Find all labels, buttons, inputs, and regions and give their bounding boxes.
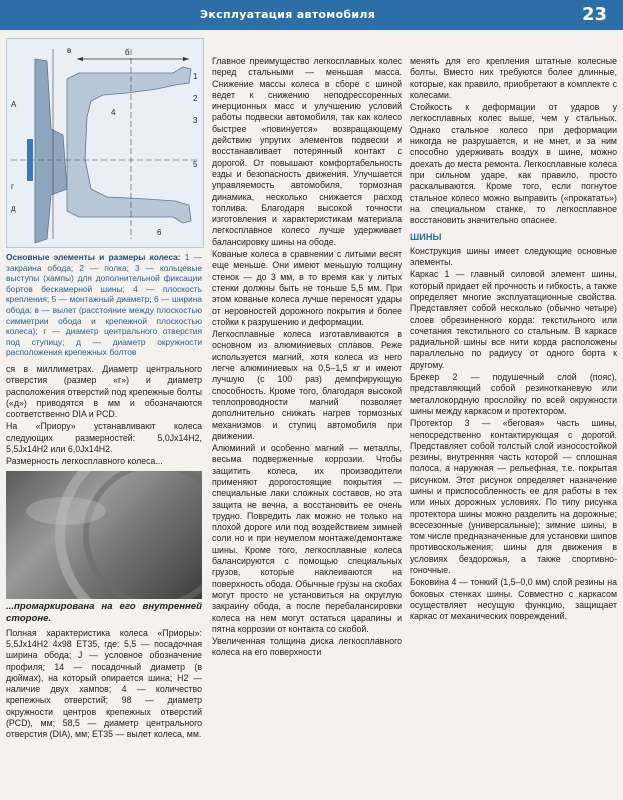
wheel-cross-section	[7, 39, 203, 247]
label-3: 3	[193, 116, 198, 125]
page-number: 23	[581, 4, 607, 25]
col1-paragraph: На «Приору» устанавливают колеса следующих размерностей: 5,0Jx14H2, 5,5Jx14H2 или 6,0Jx14H2.	[6, 421, 202, 455]
wheel-diagram	[6, 38, 204, 248]
wheel-marking-photo	[6, 471, 202, 599]
col3-paragraph: Каркас 1 — главный силовой элемент шины, который придает ей прочность и гибкость, а также определяет многие эксплуатационные свойства. Представляет собой несколько (обычно четыре) слоев обрезиненного корда: текстильного или сочетания текстильного со стальным. В каркасе радиальной шины все нити корда расположены параллельно по радиусу от одного борта к другому.	[410, 269, 617, 370]
photo-caption: ...промаркирована на его внутренней стороне.	[6, 600, 202, 624]
label-d: д	[11, 204, 16, 213]
label-4: 4	[111, 108, 116, 117]
col2-paragraph: Главное преимущество легкосплавных колес перед стальными — меньшая масса. Снижение массы колеса в сборе с шиной ведет к снижению неподрессоренных инерционных масс и улучшению условий работы подвески автомобиля, так как колесо быстрее «повинуется» возвращающему действию упругих элементов подвески и восстанавливает потерянный контакт с дорогой. От повышают комфортабельность езды и безопасность движения. Улучшается управляемость автомобиля, тормозная динамика, несколько снижается расход топлива. Благодаря высокой точности изготовления и характеристикам материала легкосплавное колесо лучше удерживает балансировку шины на ободе.	[212, 56, 402, 247]
caption-title: Основные элементы и размеры колеса:	[6, 252, 181, 262]
label-6b: 6	[157, 228, 162, 237]
figure-caption	[6, 252, 202, 358]
col1-paragraph: ся в миллиметрах. Диаметр центрального отверстия (размер «г») и диаметр расположения отверстий под крепежные болты («д») приводятся в мм и обозначаются соответственно DIA и PCD.	[6, 363, 202, 420]
col1-paragraph: Размерность легкосплавного колеса...	[6, 456, 163, 467]
label-g: г	[11, 182, 14, 191]
col3-paragraph: менять для его крепления штатные колесные болты. Вместо них требуются более длинные, которые, как правило, приобретают в комплекте с колесами.	[410, 56, 617, 100]
section-heading-tires: ШИНЫ	[410, 232, 442, 243]
label-6: б	[125, 48, 130, 57]
label-A: А	[11, 100, 17, 109]
label-1: 1	[193, 72, 198, 81]
column-middle	[212, 56, 402, 660]
col3-paragraph: Конструкция шины имеет следующие основные элементы.	[410, 245, 617, 268]
col2-paragraph: Алюминий и особенно магний — металлы, весьма подверженные коррозии. Чтобы защитить колеса, их производители применяют дорогостоящие покрытия — специальные лаки сложных составов, но эта защита не вечна, а восстановить ее очень трудно. Повредить лак можно не только на плохой дороге или под воздействием зимней соли но и при неумелом монтаже/демонтаже шины. Кроме того, легкосплавные колеса балансируются с помощью специальных грузов, которые наклеиваются на поверхность обода. Обычные грузы на скобах могут просто не установиться на округлую закраину обода, а после перебалансировки колеса на нем могут остаться царапины и пятна коррозии от контакта со скобой.	[212, 443, 402, 634]
col2-paragraph: Легкосплавные колеса изготавливаются в основном из алюминиевых сплавов. Реже используется магний, хотя колеса из него легче алюминиевых на 0,5–1,5 кг и имеют лучшую (с 100 раз) демпфирующую способность. Кроме того, благодаря высокой теплопроводности магний позволяет дополнительно снижать нагрев тормозных механизмов и ступиц автомобиля при движении.	[212, 329, 402, 441]
col3-paragraph: Брекер 2 — подушечный слой (пояс), представляющий собой резинотканевую или металлокордную прослойку по всей окружности шины между каркасом и протектором.	[410, 372, 617, 416]
col3-paragraph: Стойкость к деформации от ударов у легкосплавных колес выше, чем у стальных. Однако стальное колесо при деформации никогда не разрушается, и не мнет, и за ним способно удерживать воздух в шине, можно доехать до места ремонта. Легкосплавные колеса при сильном ударе, как правило, просто раскалываются. Кроме того, если погнутое стальное колесо можно выправить («прокатать») на специальном станке, то легкосплавное восстановить значительно опаснее.	[410, 102, 617, 226]
col3-paragraph: Протектор 3 — «беговая» часть шины, непосредственно контактирующая с дорогой. Представляет собой толстый слой износостойкой резины, внутренняя часть которой — сплошная полоса, а наружная — рельефная, т.е. покрытая рисунком. Этот рисунок определяет назначение шины и приспособленность ее для работы в тех или иных дорожных условиях. По типу рисунка протектора шины можно разделить на дорожные; всесезонные (универсальные); зимние шины, в том числе предназначенные для установки шипов противоскольжения; шины для движения в условиях бездорожья, а также спортивно-гоночные.	[410, 418, 617, 576]
caption-text: 1 — закраина обода; 2 — полка; 3 — кольцевые выступы (хампы) для дополнительной фиксации бортов бескамерной шины; 4 — плоскость крепления; 5 — монтажный диаметр; 6 — ширина обода; в — вылет (расстояние между плоскостью симметрии обода и крепежной плоскостью колеса); г — диаметр центрального отверстия под ступицу; д — диаметр окружности расположения крепежных болтов	[6, 252, 202, 358]
column-left	[6, 38, 202, 742]
label-v: в	[67, 46, 72, 55]
col2-paragraph: Кованые колеса в сравнении с литыми весят еще меньше. Они имеют меньшую толщину стенок — до 3 мм, в то время как у литых стенки должны быть не тоньше 5,5 мм. При этом кованые колеса лучше переносят удары от неровностей дорожного покрытия и более стойки к разрушению и деформации.	[212, 249, 402, 327]
section-title: Эксплуатация автомобиля	[200, 8, 376, 21]
col1-paragraph: Полная характеристика колеса «Приоры»: 5,5Jx14H2 4x98 ET35, где: 5,5 — посадочная ширина обода; J — условное обозначение профиля; 14 — посадочный диаметр (в дюймах), на который опирается шина; H2 — наличие двух хампов; 4 — количество крепежных отверстий; 98 — диаметр окружности центров крепежных отверстий (PCD), мм; 58,5 — диаметр центрального отверстия (DIA), мм; ET35 — вылет колеса, мм.	[6, 627, 202, 740]
column-right	[410, 56, 617, 624]
col2-paragraph: Увеличенная толщина диска легкосплавного колеса на его поверхности	[212, 636, 402, 658]
label-2: 2	[193, 94, 198, 103]
page-header	[0, 0, 623, 30]
col3-paragraph: Боковина 4 — тонкий (1,5–0,0 мм) слой резины на боковых стенках шины. Совместно с каркасом осуществляет несущую функцию, защищает каркас от механических повреждений,	[410, 577, 617, 622]
label-5: 5	[193, 160, 198, 169]
